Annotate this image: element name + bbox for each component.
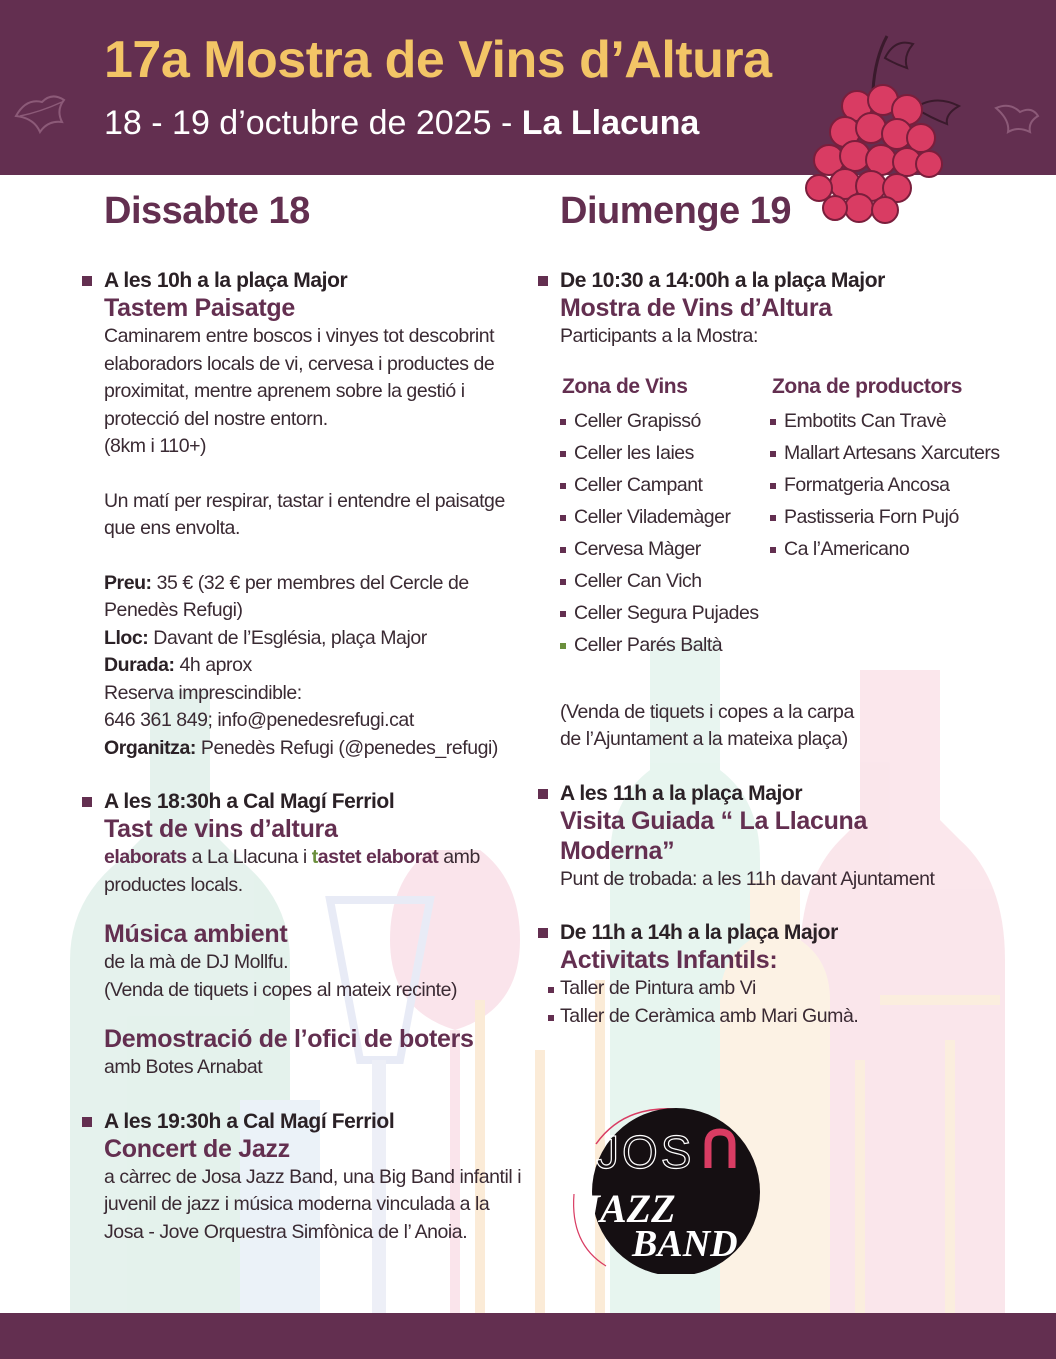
logo-text-josa: JOS [596,1126,695,1178]
demo-name: Demostració de l’ofici de boters [104,1025,474,1053]
event-date-location [104,104,699,143]
event-description: Caminarem entre boscos i vinyes tot descobrint elaboradors locals de vi, cervesa i productes de proximitat, mentre aprenem sobre la gestió i protecció del nostre entorn. [104,325,495,430]
highlight-text: elaborats [104,846,187,868]
event-distance: (8km i 110+) [104,435,207,457]
zone-wines-list [560,405,759,661]
event-title: 17a Mostra de Vins d’Altura [104,31,772,89]
event-description [104,844,524,899]
josa-jazz-band-logo [566,1104,762,1274]
saturday-event-tast-vins [104,790,524,1082]
leaf-icon [12,88,68,138]
event-price [104,570,524,625]
list-item: Cervesa Màger [560,533,750,565]
list-item: Celler Vilademàger [560,501,750,533]
list-item: Celler Campant [560,469,750,501]
duration-value: 4h aprox [174,654,252,676]
description-text: a La Llacuna i [186,846,312,868]
organizer-value: Penedès Refugi (@penedes_refugi) [195,736,498,759]
place-label: Lloc: [104,626,149,649]
sunday-event-mostra [560,269,1020,754]
event-time: De 10:30 a 14:00h a la plaça Major [560,269,1020,293]
saturday-event-concert-jazz [104,1110,524,1247]
saturday-event-tastem-paisatge [104,269,524,762]
list-item: Celler Segura Pujades [560,597,750,629]
footer-bar [0,1313,1056,1359]
list-item: Celler les Iaies [560,437,750,469]
event-place: La Llacuna [521,104,700,142]
list-item: Celler Parés Baltà [560,629,750,661]
event-tagline: Un matí per respirar, tastar i entendre el paisatge que ens envolta. [104,489,505,539]
zone-wines [560,374,759,661]
list-item: Formatgeria Ancosa [770,469,1000,501]
event-description: Punt de trobada: a les 11h davant Ajuntament [560,867,935,890]
duration-label: Durada: [104,654,175,676]
description-text: amb productes locals. [104,846,480,896]
event-duration [104,652,524,680]
event-time: A les 11h a la plaça Major [560,782,1020,806]
highlight-text: t [311,846,318,868]
list-item: Mallart Artesans Xarcuters [770,437,1000,469]
event-place [104,625,524,653]
demo-description: amb Botes Arnabat [104,1056,263,1078]
event-booking: Reserva imprescindible: [104,681,302,704]
list-item: Ca l’Americano [770,533,1000,565]
sunday-heading: Diumenge 19 [560,190,792,232]
participant-zones [560,375,1020,661]
sunday-column [560,190,1020,1058]
zone-producers-list [770,405,1000,565]
music-description: de la mà de DJ Mollfu. [104,951,289,973]
event-time: A les 18:30h a Cal Magí Ferriol [104,790,524,814]
event-name: Concert de Jazz [104,1134,290,1163]
leaf-icon [990,96,1042,138]
logo-graphic [566,1104,762,1274]
event-note: (Venda de tiquets i copes a la carpa de l’Ajuntament a la mateixa plaça) [560,700,854,750]
event-description: a càrrec de Josa Jazz Band, una Big Band infantil i juvenil de jazz i música moderna vinculada a la Josa - Jove Orquestra Simfònica de l’ Anoia. [104,1165,522,1243]
logo-text-band: BAND [632,1223,738,1265]
music-note: (Venda de tiquets i copes al mateix recinte) [104,978,458,1001]
event-contact[interactable]: 646 361 849; info@penedesrefugi.cat [104,709,414,731]
event-name: Tastem Paisatge [104,294,295,322]
event-date: 18 - 19 d’octubre de 2025 - [104,104,522,142]
event-time: De 11h a 14h a la plaça Major [560,921,1020,945]
list-item: Taller de Pintura amb Vi [560,975,1020,1003]
saturday-column [104,190,524,1274]
sunday-event-visita-guiada [560,782,1020,894]
event-name: Mostra de Vins d’Altura [560,294,832,322]
event-time: A les 10h a la plaça Major [104,269,524,293]
event-name: Activitats Infantils: [560,946,778,974]
list-item: Taller de Ceràmica amb Mari Gumà. [560,1003,1020,1031]
place-value: Davant de l’Església, plaça Major [148,626,427,649]
event-name: Visita Guiada “ La Llacuna Moderna” [560,806,868,865]
event-organizer [104,735,524,763]
organizer-label: Organitza: [104,736,196,759]
price-label: Preu: [104,571,152,594]
saturday-heading: Dissabte 18 [104,190,310,232]
music-name: Música ambient [104,920,288,948]
event-name: Tast de vins d’altura [104,815,338,843]
zone-producers [770,375,1000,661]
highlight-text: astet elaborat [317,846,439,868]
sunday-event-activitats-infantils [560,921,1020,1030]
event-time: A les 19:30h a Cal Magí Ferriol [104,1110,524,1134]
logo-text-jazz: JAZZ [580,1186,676,1231]
event-intro: Participants a la Mostra: [560,325,758,347]
price-value: 35 € (32 € per membres del Cercle de Penedès Refugi) [104,571,469,621]
list-item: Pastisseria Forn Pujó [770,501,1000,533]
list-item: Celler Can Vich [560,565,750,597]
zone-producers-heading: Zona de productors [772,374,962,398]
list-item: Embotits Can Travè [770,405,1000,437]
activities-list [560,975,1020,1030]
zone-wines-heading: Zona de Vins [562,374,688,398]
list-item: Celler Grapissó [560,405,750,437]
